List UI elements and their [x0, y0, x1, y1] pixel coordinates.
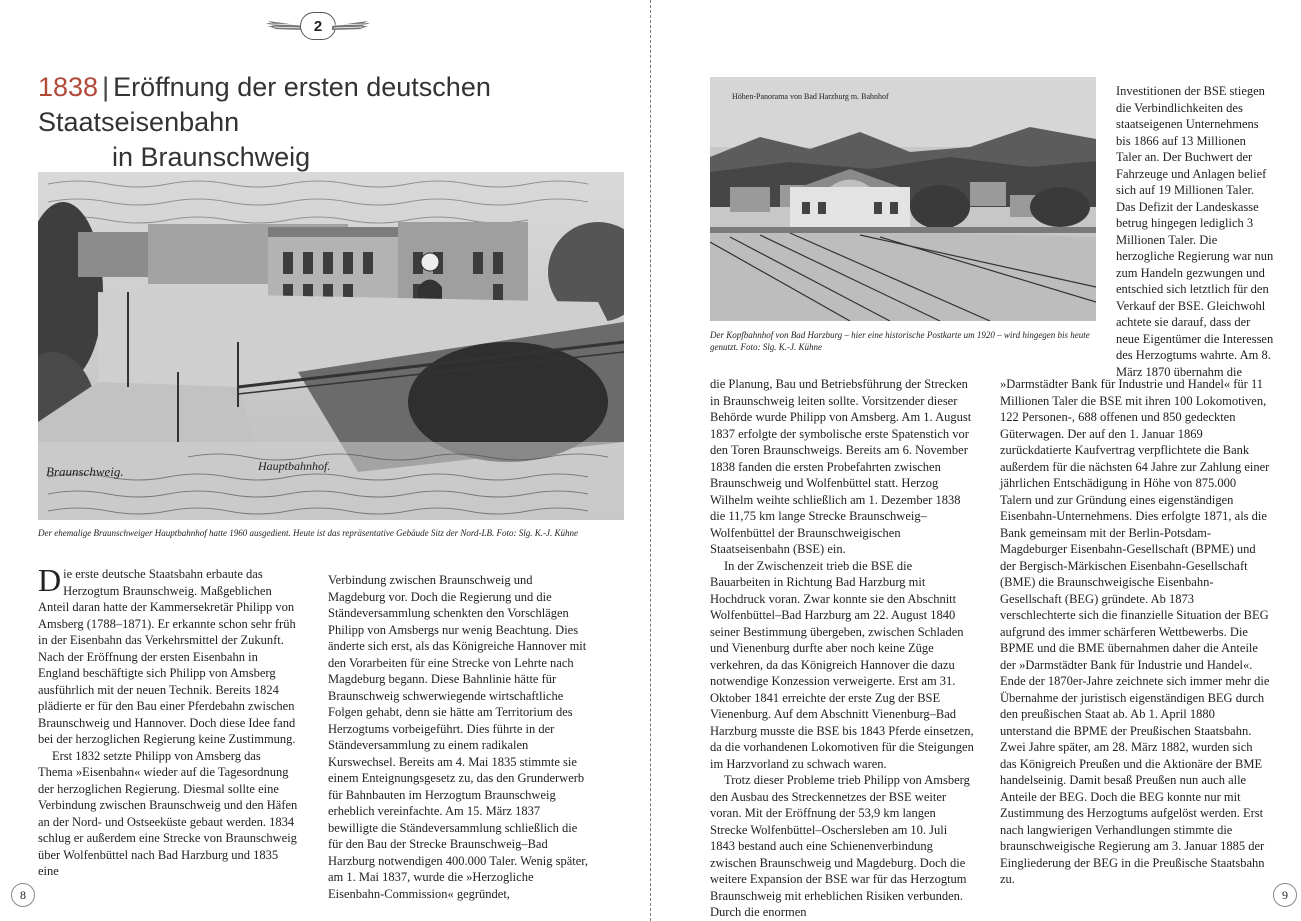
caption-left: Der ehemalige Braunschweiger Hauptbahnhof hatte 1960 ausgedient. Heute ist das repräsentative Gebäude Sitz der Nord-LB. Foto: Slg. K.-J. Kühne: [38, 528, 579, 538]
chapter-title: [38, 70, 628, 175]
paragraph: Trotz dieser Probleme trieb Philipp von Amsberg den Ausbau des Streckennetzes der BSE weiter voran. Mit der Eröffnung der 53,9 km langen Strecke Wolfenbüttel–Oschersleben am 10. Juli 1843 bestand auch eine Schienenverbindung zwischen Braunschweig und Magdeburg. Doch die weitere Expansion der BSE war für das Herzogtum Braunschweig mit erheblichen Risiken verbunden. Durch die enormen: [710, 773, 970, 919]
title-line1: Eröffnung der ersten deutschen Staatseisenbahn: [38, 72, 491, 137]
paragraph: ie erste deutsche Staatsbahn erbaute das Herzogtum Braunschweig. Maßgeblichen Anteil daran hatte der Kammersekretär Philipp von Amsberg (1788–1871). Er erkannte schon sehr früh in der Eisenbahn das Verkehrsmittel der Zukunft. Nach der Eröffnung der ersten Eisenbahn in England beschäftigte sich Philipp von Amsberg ausführlich mit der neuen Technik. Bereits 1824 plädierte er für den Bau einer Pferdebahn zwischen Braunschweig und Hannover. Doch diese Idee fand bei der herzoglichen Regierung keine Zustimmung.: [38, 567, 296, 746]
title-year: 1838: [38, 72, 99, 102]
bad-harzburg-station-photo: [710, 77, 1096, 321]
right-column-1: [710, 376, 974, 921]
paragraph: die Planung, Bau und Betriebsführung der Strecken in Braunschweig leiten sollte. Vorsitzender dieser Behörde wurde Philipp von Amsberg. Am 1. August 1837 erfolgte der symbolische erste Spatenstich vor den Toren Braunschweigs. Bereits am 6. November 1838 fanden die ersten Probefahrten zwischen Braunschweig und Wolfenbüttel statt. Herzog Wilhelm weihte schließlich am 1. Dezember 1838 die 11,75 km lange Strecke Braunschweig–Wolfenbüttel der Braunschweigischen Staatseisenbahn (BSE) ein.: [710, 377, 972, 556]
wing-left-icon: [266, 20, 304, 32]
page-number-left: 8: [11, 883, 35, 907]
right-page: [651, 0, 1301, 921]
wing-right-icon: [332, 20, 370, 32]
photo-label-panorama: Höhen-Panorama von Bad Harzburg m. Bahnhof: [732, 92, 889, 101]
title-separator: |: [102, 72, 110, 102]
caption-right: Der Kopfbahnhof von Bad Harzburg – hier eine historische Postkarte um 1920 – wird hingegen bis heute genutzt. Foto: Slg. K.-J. Kühne: [710, 330, 1090, 352]
left-column-2: [328, 572, 590, 902]
chapter-badge: [266, 10, 370, 42]
title-line2: in Braunschweig: [112, 142, 311, 172]
paragraph: »Darmstädter Bank für Industrie und Handel« für 11 Millionen Taler die BSE mit ihren 100 Lokomotiven, 122 Personen-, 688 offenen und 850 gedeckten Güterwagen. Der auf den 1. Januar 1869 zurückdatierte Kaufvertrag verpflichtete die Bank außerdem für die nächsten 64 Jahre zur Zahlung einer jährlichen Entschädigung in Höhe von 875.000 Talern und zur Gründung eines eigenständigen Eisenbahn-Unternehmens. Dies erfolgte 1871, als die Bank gemeinsam mit der Berlin-Potsdam-Magdeburger Eisenbahn-Gesellschaft (BPME) und der Bergisch-Märkischen Eisenbahn-Gesellschaft (BME) die Braunschweigische Eisenbahn-Gesellschaft (BEG) gründete. Ab 1873 verschlechterte sich die finanzielle Situation der BEG aufgrund des immer schärferen Wettbewerbs. Die BPME und die BME übernahmen daher die Anteile der »Darmstädter Bank für Industrie und Handel«. Ende der 1870er-Jahre zeichnete sich immer mehr die Übernahme der juristisch eigenständigen BEG durch den preußischen Staat ab. Ab 1. April 1880 unterstand die BPME der Preußischen Staatsbahn. Zwei Jahre später, am 28. März 1882, wurden sich das Königreich Preußen und die Aktionäre der BME handelseinig. Damit besaß Preußen nun auch alle Anteile der BEG. Doch die BEG konnte nur mit Zustimmung des Herzogtums aufgelöst werden. Erst nach langwierigen Verhandlungen stimmte die braunschweigische Regierung am 3. Januar 1885 der Eingliederung der BEG in die Preußische Staatsbahn zu.: [1000, 377, 1270, 886]
paragraph: Investitionen der BSE stiegen die Verbindlichkeiten des staatseigenen Unternehmens bis 1866 auf 13 Millionen Taler an. Der Buchwert der Fahrzeuge und Anlagen belief sich auf 19 Millionen Taler. Das Defizit der Landeskasse betrug hingegen lediglich 3 Millionen Taler. Die herzogliche Regierung war nun zum Handeln gezwungen und entschied sich letztlich für den Verkauf der BSE. Gleichwohl achtete sie darauf, dass der neue Eigentümer die Interessen des Herzogtums wahrte. Am 8. März 1870 übernahm die: [1116, 84, 1274, 379]
paragraph: Erst 1832 setzte Philipp von Amsberg das Thema »Eisenbahn« wieder auf die Tagesordnung der herzoglichen Regierung. Diesmal sollte eine Verbindung zwischen Braunschweig und den Häfen an der Nord- und Ostseeküste gebaut werden. 1834 schlug er außerdem eine Strecke von Braunschweig über Wolfenbüttel nach Bad Harzburg und 1835 eine: [38, 748, 298, 878]
photo-label-station: Hauptbahnhof.: [258, 459, 331, 473]
left-column-1: [38, 562, 298, 880]
paragraph: Verbindung zwischen Braunschweig und Magdeburg vor. Doch die Regierung und die Ständeversammlung schenkten den Vorschlägen Philipp von Amsbergs nur wenig Beachtung. Dies änderte sich erst, als das Königreiche Hannover mit den Vorarbeiten für eine Strecke von Lehrte nach Magdeburg begann. Diese Bahnlinie hätte für Braunschweig schwerwiegende wirtschaftliche Folgen gehabt, denn sie hätte am Territorium des Herzogtums vorbeigeführt. Dies führte in der Ständeversammlung zu einem radikalen Kurswechsel. Bereits am 4. Mai 1835 stimmte sie einem Enteignungsgesetz zu, das den Grunderwerb für Bahnbauten im Herzogtum Braunschweig erheblich vereinfachte. Am 15. März 1837 bewilligte die Ständeversammlung schließlich die für den Bau der Strecke Braunschweig–Bad Harzburg notwendigen 400.000 Taler. Wenig später, am 1. Mai 1837, wurde die »Herzogliche Eisenbahn-Commission« gegründet,: [328, 573, 589, 901]
paragraph: In der Zwischenzeit trieb die BSE die Bauarbeiten in Richtung Bad Harzburg mit Hochdruck voran. Zwar konnte sie den Abschnitt Wolfenbüttel–Bad Harzburg am 22. August 1840 seiner Bestimmung übergeben, zwischen Schladen und Vienenburg durfte aber noch keine Züge verkehren, da das Königreich Hannover die dazu notwendige Konzession verweigerte. Erst am 31. Oktober 1841 erreichte der erste Zug der BSE Vienenburg. Auf dem Abschnitt Vienenburg–Bad Harzburg musste die BSE bis 1843 Pferde einsetzen, da die vorhandenen Lokomotiven für die Steigungen im Harzvorland zu schwach waren.: [710, 558, 974, 771]
left-page: [0, 0, 650, 921]
right-column-2: [1000, 376, 1270, 888]
drop-cap: D: [38, 562, 62, 598]
chapter-number: 2: [300, 12, 336, 40]
photo-label-city: Braunschweig.: [46, 464, 124, 479]
braunschweig-station-photo: [38, 172, 624, 520]
page-number-right: 9: [1273, 883, 1297, 907]
right-top-column: [1116, 83, 1274, 380]
